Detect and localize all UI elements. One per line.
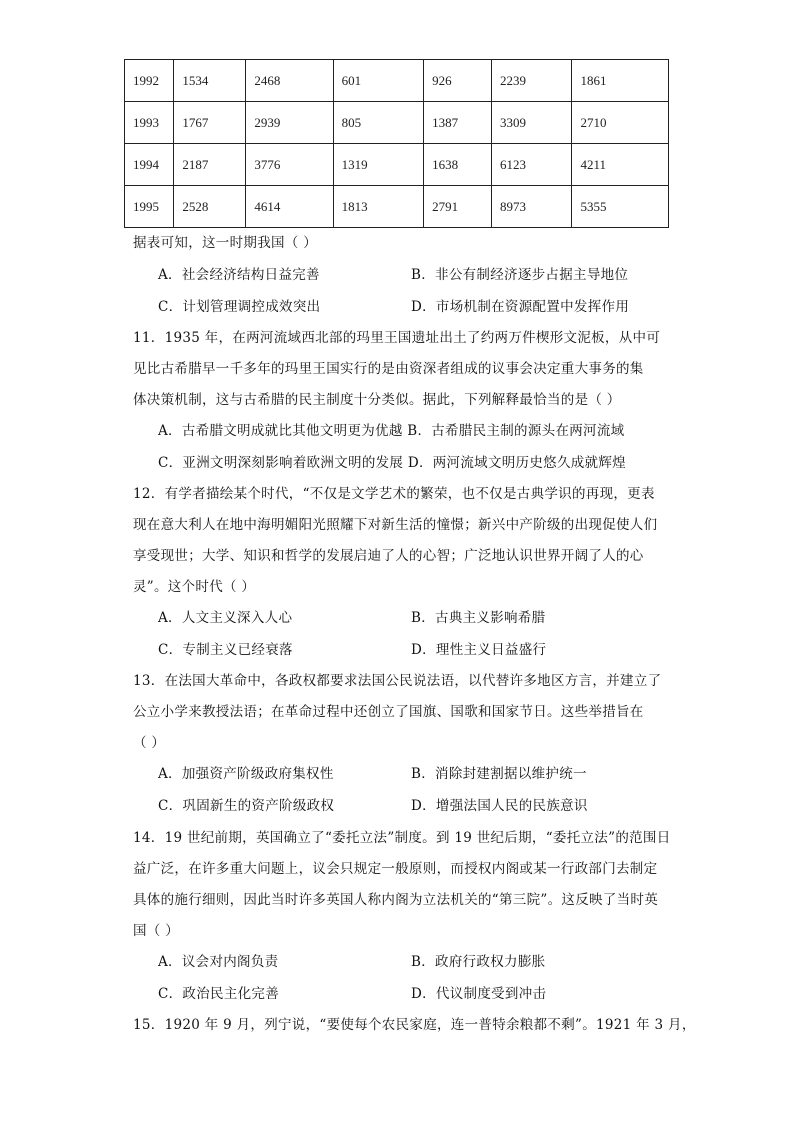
table-cell: 1387 — [424, 102, 492, 144]
q12-line-2: 现在意大利人在地中海明媚阳光照耀下对新生活的憧憬；新兴中产阶级的出现促使人们 — [133, 517, 658, 533]
q13-option-d[interactable]: D．增强法国人民的民族意识 — [411, 798, 588, 814]
table-cell: 601 — [333, 60, 424, 102]
q13-option-b[interactable]: B．消除封建割据以维护统一 — [411, 766, 587, 782]
table-cell-year: 1993 — [125, 102, 174, 144]
q13-line-1: 13．在法国大革命中，各政权都要求法国公民说法语，以代替许多地区方言，并建立了 — [133, 673, 662, 689]
table-cell: 4211 — [572, 144, 669, 186]
table-cell-year: 1992 — [125, 60, 174, 102]
table-cell: 1534 — [174, 60, 246, 102]
q12-option-d[interactable]: D．理性主义日益盛行 — [411, 642, 547, 658]
table-cell: 1861 — [572, 60, 669, 102]
q10-option-d[interactable]: D．市场机制在资源配置中发挥作用 — [411, 299, 630, 315]
q11-line-3: 体决策机制，这与古希腊的民主制度十分类似。据此，下列解释最恰当的是（ ） — [133, 392, 621, 408]
q15-line-1: 15．1920 年 9 月，列宁说，“要使每个农民家庭，连一普特余粮都不剩”。1921 年 3 月， — [133, 1017, 696, 1033]
q14-line-1: 14．19 世纪前期，英国确立了“委托立法”制度。到 19 世纪后期，“委托立法”的范围日 — [133, 830, 671, 846]
q13-line-2: 公立小学来教授法语；在革命过程中还创立了国旗、国歌和国家节日。这些举措旨在 — [133, 704, 644, 720]
table-cell: 3776 — [246, 144, 333, 186]
q14-line-2: 益广泛，在许多重大问题上，议会只规定一般原则，而授权内阁或某一行政部门去制定 — [133, 861, 658, 877]
table-cell: 805 — [333, 102, 424, 144]
table-cell: 2239 — [492, 60, 572, 102]
q10-option-a[interactable]: A．社会经济结构日益完善 — [158, 267, 320, 283]
table-cell: 1767 — [174, 102, 246, 144]
table-cell: 2187 — [174, 144, 246, 186]
q13-option-a[interactable]: A．加强资产阶级政府集权性 — [158, 766, 334, 782]
table-cell: 4614 — [246, 186, 333, 228]
q11-line-2: 见比古希腊早一千多年的玛里王国实行的是由资深者组成的议事会决定重大事务的集 — [133, 361, 644, 377]
q14-line-3: 具体的施行细则，因此当时许多英国人称内阁为立法机关的“第三院”。这反映了当时英 — [133, 892, 659, 908]
table-cell: 8973 — [492, 186, 572, 228]
table-cell: 6123 — [492, 144, 572, 186]
table-cell: 2791 — [424, 186, 492, 228]
q10-stem-tail: 据表可知，这一时期我国（ ） — [133, 235, 317, 251]
table-cell: 1813 — [333, 186, 424, 228]
table-row — [125, 186, 669, 228]
q14-option-c[interactable]: C．政治民主化完善 — [158, 986, 280, 1002]
table-row — [125, 144, 669, 186]
table-cell: 2528 — [174, 186, 246, 228]
table-cell: 926 — [424, 60, 492, 102]
q11-options-ab[interactable]: A．古希腊文明成就比其他文明更为优越 B．古希腊民主制的源头在两河流域 — [158, 423, 625, 439]
q13-line-3: （ ） — [133, 735, 166, 751]
table-row — [125, 102, 669, 144]
table-cell-year: 1994 — [125, 144, 174, 186]
table-cell: 2939 — [246, 102, 333, 144]
table-cell: 1319 — [333, 144, 424, 186]
q12-line-3: 享受现世；大学、知识和哲学的发展启迪了人的心智；广泛地认识世界开阔了人的心 — [133, 548, 644, 564]
q12-line-4: 灵”。这个时代（ ） — [133, 579, 256, 595]
table-cell: 2710 — [572, 102, 669, 144]
data-table-body — [125, 60, 669, 228]
table-cell: 1638 — [424, 144, 492, 186]
q12-line-1: 12．有学者描绘某个时代，“不仅是文学艺术的繁荣，也不仅是古典学识的再现，更表 — [133, 486, 655, 502]
q10-option-b[interactable]: B．非公有制经济逐步占据主导地位 — [411, 267, 629, 283]
q12-option-b[interactable]: B．古典主义影响希腊 — [411, 610, 546, 626]
q13-option-c[interactable]: C．巩固新生的资产阶级政权 — [158, 798, 335, 814]
table-row — [125, 60, 669, 102]
table-cell-year: 1995 — [125, 186, 174, 228]
q12-option-c[interactable]: C．专制主义已经衰落 — [158, 642, 293, 658]
table-cell: 3309 — [492, 102, 572, 144]
q14-line-4: 国（ ） — [133, 923, 179, 939]
table-cell: 2468 — [246, 60, 333, 102]
q11-line-1: 11．1935 年，在两河流域西北部的玛里王国遗址出土了约两万件楔形文泥板，从中可 — [133, 330, 661, 346]
q10-option-c[interactable]: C．计划管理调控成效突出 — [158, 299, 321, 315]
q14-option-b[interactable]: B．政府行政权力膨胀 — [411, 954, 546, 970]
data-table — [124, 59, 669, 228]
table-cell: 5355 — [572, 186, 669, 228]
q14-option-a[interactable]: A．议会对内阁负责 — [158, 954, 279, 970]
q11-options-cd[interactable]: C．亚洲文明深刻影响着欧洲文明的发展 D．两河流域文明历史悠久成就辉煌 — [158, 455, 626, 471]
q12-option-a[interactable]: A．人文主义深入人心 — [158, 610, 293, 626]
q14-option-d[interactable]: D．代议制度受到冲击 — [411, 986, 547, 1002]
